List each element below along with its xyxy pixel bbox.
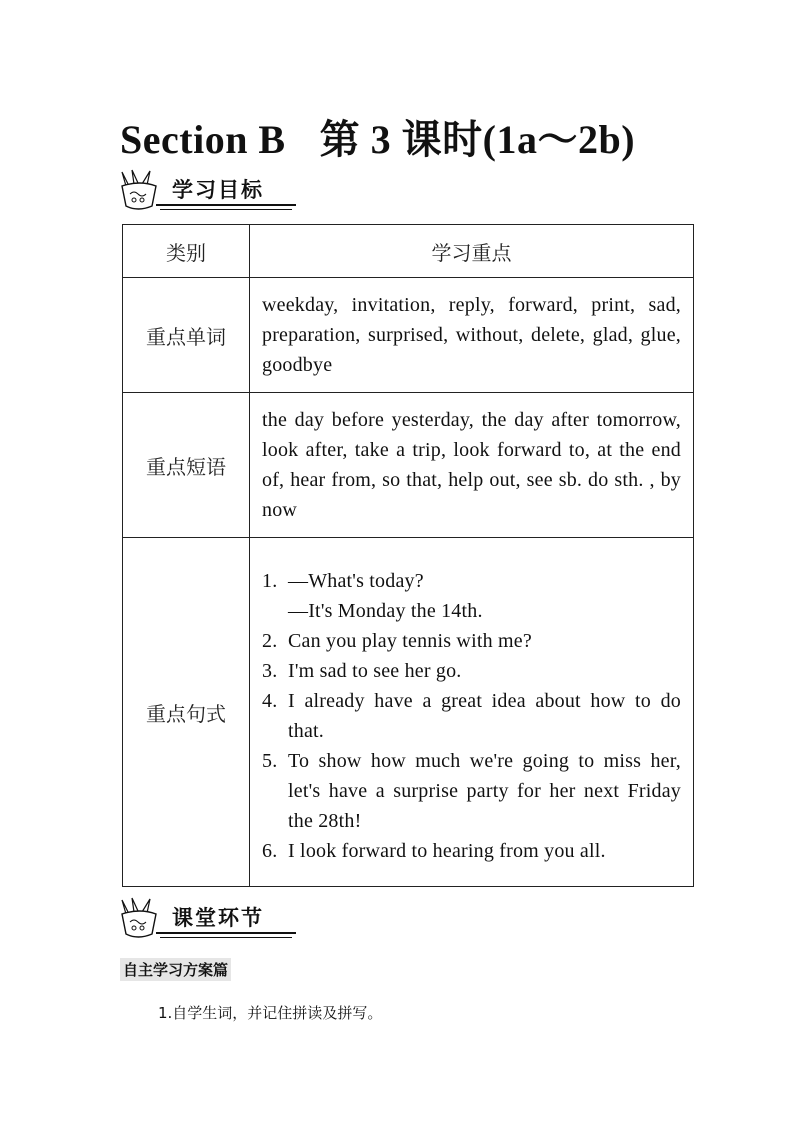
list-item: 5. To show how much we're going to miss her, let's have a surprise party for her next Friday the 28th! [262, 750, 681, 832]
divider [160, 937, 292, 938]
row-content: the day before yesterday, the day after tomorrow, look after, take a trip, look forward to, at the end of, hear from, so that, help out, see sb. do sth. , by now [250, 393, 694, 538]
table-row [123, 393, 694, 538]
list-item: 3. I'm sad to see her go. [262, 660, 462, 682]
task-item: 1.自学生词，并记住拼读及拼写。 [158, 1004, 383, 1022]
list-item: 1. —What's today? —It's Monday the 14th. [262, 570, 483, 622]
divider [160, 209, 292, 210]
learning-goals-badge [116, 168, 296, 212]
badge-label: 学习目标 [172, 178, 264, 202]
table-row [123, 278, 694, 393]
header-category: 类别 [123, 225, 250, 278]
list-item: 4. I already have a great idea about how to do that. [262, 690, 681, 742]
row-category: 重点句式 [123, 538, 250, 887]
table-header-row [123, 225, 694, 278]
subheading: 自主学习方案篇 [120, 958, 231, 981]
sentence-list [250, 538, 694, 887]
row-category: 重点单词 [123, 278, 250, 393]
divider [156, 204, 296, 206]
header-focus: 学习重点 [250, 225, 694, 278]
row-category: 重点短语 [123, 393, 250, 538]
row-content: weekday, invitation, reply, forward, print, sad, preparation, surprised, without, delete, glad, glue, goodbye [250, 278, 694, 393]
badge-label: 课堂环节 [172, 906, 264, 930]
list-item: 6. I look forward to hearing from you all. [262, 840, 606, 862]
table-row [123, 538, 694, 887]
lesson-label: 第 3 课时(1a～2b) [319, 117, 636, 162]
section-label: Section B [120, 117, 286, 162]
class-session-badge [116, 896, 296, 940]
page-title [120, 108, 635, 165]
divider [156, 932, 296, 934]
study-goals-table [122, 224, 694, 887]
list-item: 2. Can you play tennis with me? [262, 630, 532, 652]
